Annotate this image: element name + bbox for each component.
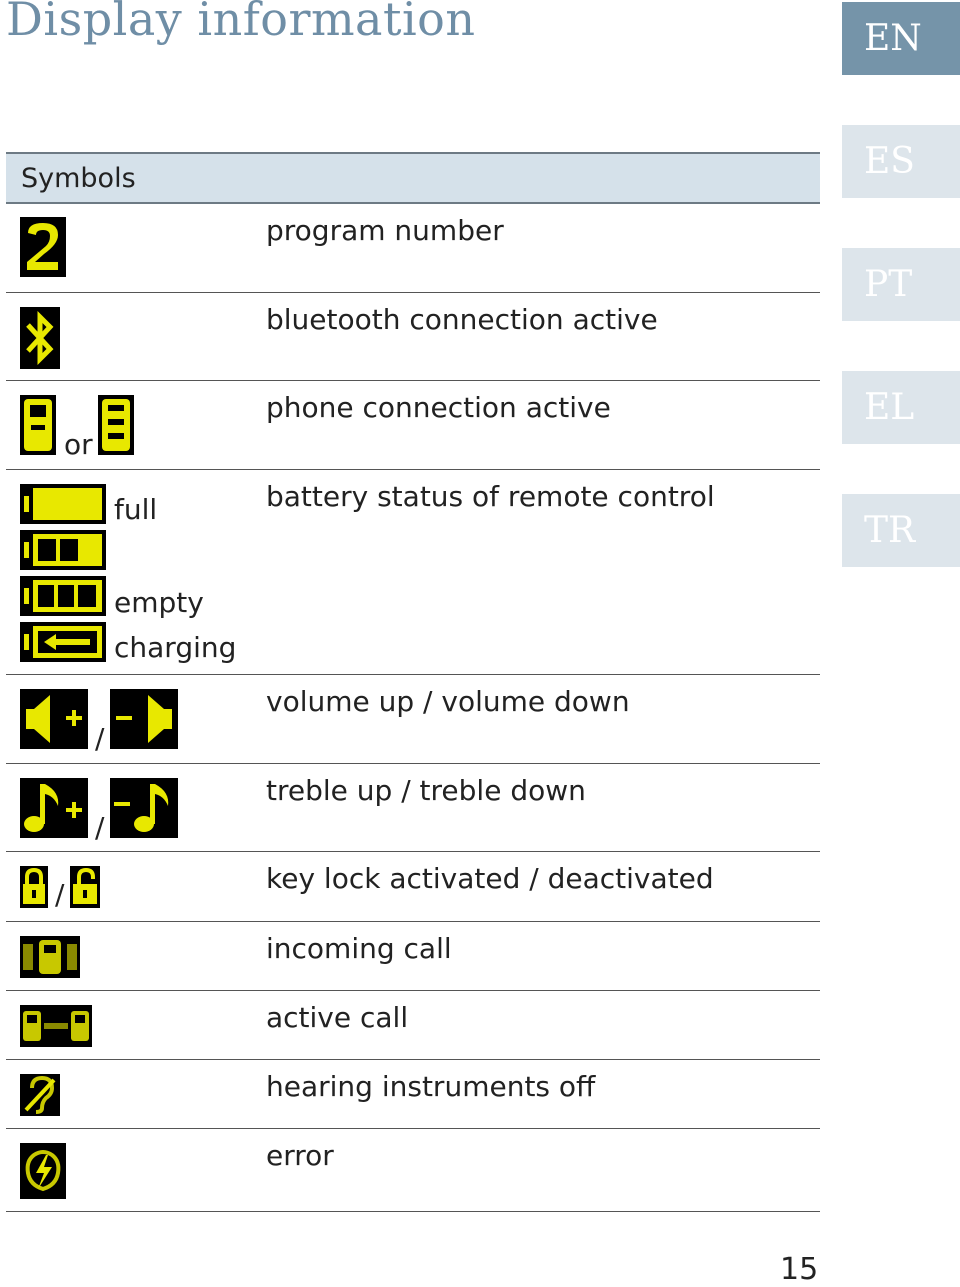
table-row [6,1060,820,1129]
battery-charging-icon [20,622,106,662]
table-row [6,764,820,852]
table-row [6,675,820,764]
battery-empty-label: empty [114,586,204,619]
battery-full-label: full [114,493,158,526]
volume-down-icon [110,689,178,749]
table-row [6,852,820,922]
tab-en[interactable]: EN [842,2,960,75]
table-row [6,1129,820,1212]
row-description: active call [266,1001,409,1034]
symbols-table [6,152,820,1212]
phone-icon-variant-2 [98,395,134,455]
row-description: key lock activated / deactivated [266,862,714,895]
phone-icon-variant-1 [20,395,56,455]
table-row [6,991,820,1060]
page-title: Display information [6,0,476,46]
lock-separator: / [55,878,65,911]
battery-empty-icon [20,576,106,616]
incoming-call-icon [20,936,80,978]
battery-charging-label: charging [114,631,237,664]
tab-tr[interactable]: TR [842,494,960,567]
table-row [6,922,820,991]
lock-open-icon [70,866,100,908]
table-row [6,470,820,675]
treble-down-icon [110,778,178,838]
table-header: Symbols [6,152,820,204]
row-description: phone connection active [266,391,611,424]
row-description: hearing instruments off [266,1070,596,1103]
volume-up-icon [20,689,88,749]
row-description: bluetooth connection active [266,303,658,336]
row-description: program number [266,214,504,247]
row-description: incoming call [266,932,452,965]
volume-separator: / [95,722,105,755]
row-description: treble up / treble down [266,774,586,807]
row-description: volume up / volume down [266,685,630,718]
program-number-2-icon [20,217,66,277]
battery-two-thirds-icon [20,530,106,570]
table-row [6,381,820,470]
treble-separator: / [95,811,105,844]
table-row [6,204,820,293]
battery-full-icon [20,484,106,524]
row-description: battery status of remote control [266,480,715,513]
active-call-icon [20,1005,92,1047]
lock-closed-icon [20,866,48,908]
tab-es[interactable]: ES [842,125,960,198]
page-number: 15 [780,1252,819,1287]
hearing-off-icon [20,1074,60,1116]
bluetooth-icon [20,307,60,369]
table-row [6,293,820,381]
or-label: or [64,428,93,461]
row-description: error [266,1139,334,1172]
tab-el[interactable]: EL [842,371,960,444]
treble-up-icon [20,778,88,838]
error-icon [20,1143,66,1199]
tab-pt[interactable]: PT [842,248,960,321]
